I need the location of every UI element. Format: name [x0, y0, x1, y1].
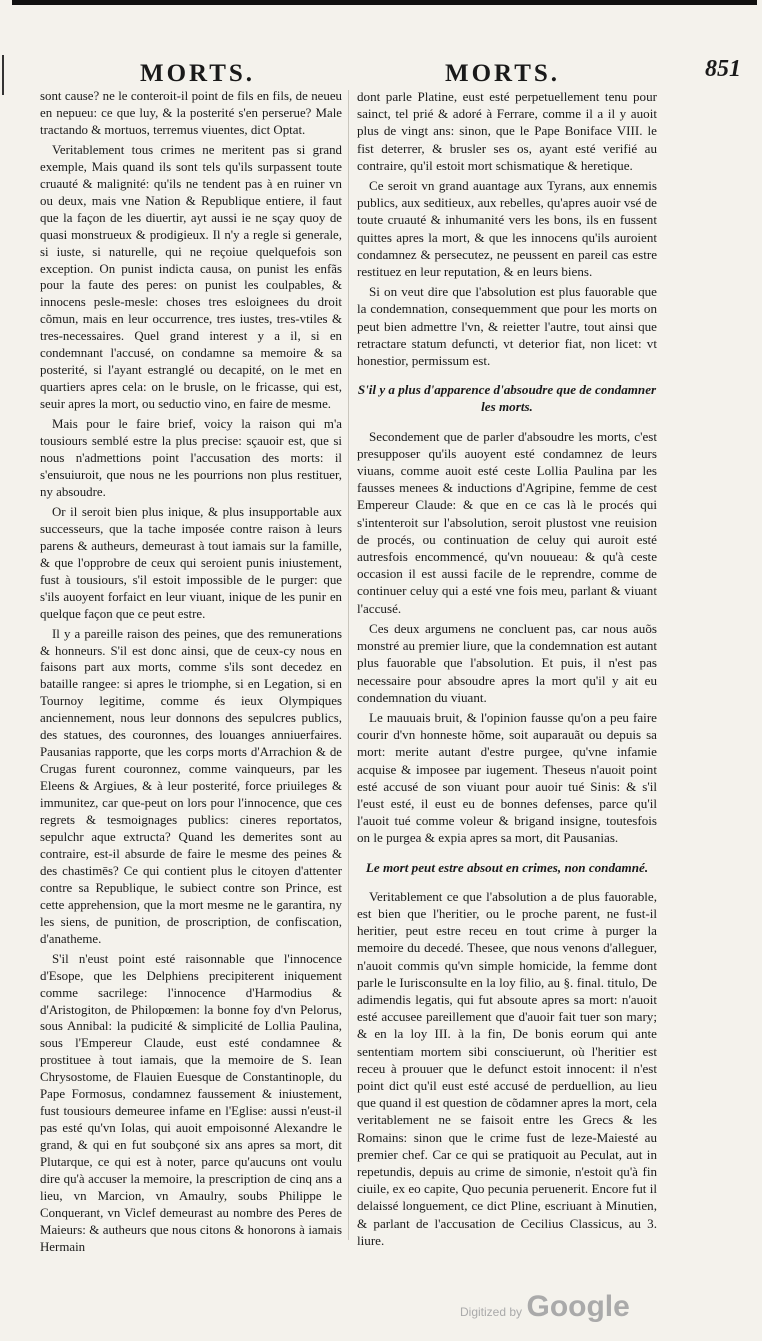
paragraph: dont parle Platine, eust esté perpetuellement tenu pour sainct, tel prié & adoré à Ferrare, comme il a il y auoit plus de vingt ans: sinon, que le Pape Boniface VIII. le fist deterrer, & brusler ses os, ayant esté verifié au contraire, qu'il estoit mort schismatique & heretique. — [357, 89, 657, 173]
paragraph: Si on veut dire que l'absolution est plus fauorable que la condemnation, consequemment que pour les morts on peut bien admettre l'vn, & reietter l'autre, tout ainsi que retractare statum defuncti, vt deterior fiat, non licet: vt honestior, permissum est. — [357, 284, 657, 369]
paragraph: Or il seroit bien plus inique, & plus insupportable aux successeurs, que la tache imposée contre raison à leurs parens & autheurs, demeurast à tout iamais sur la famille, & que l'opprobre de ceux qui seroient punis iniustement, fust à tousiours, s'il estoit impossible de le purger: que s'ils auoyent forfaict en leur viuant, inique de les punir en quelque façon que ce peut estre. — [40, 504, 342, 621]
paragraph: Ce seroit vn grand auantage aux Tyrans, aux ennemis publics, aux seditieux, aux rebelles, qu'apres auoir vsé de toute cruauté & inhumanité vers les bons, ils en fussent quittes apres la mort, & que les innocens qu'ils auroient condamnez & persecutez, ne peussent en pareil cas estre restituez en leur reputation, & en leurs biens. — [357, 178, 657, 280]
paragraph: sont cause? ne le conteroit-il point de fils en fils, de neueu en nepueu: ce que luy, & la posterité s'en perserue? Male tractando & mortuos, terremus viuentes, dict Optat. — [40, 89, 342, 137]
section-heading: Le mort peut estre absout en crimes, non condamné. — [365, 859, 649, 875]
digitized-watermark — [460, 1290, 630, 1324]
paragraph: Il y a pareille raison des peines, que des remunerations & honneurs. S'il est donc ainsi, que de ceux-cy nous en faisons part aux morts, comme s'ils sont decedez en bataille rangee: si apres le triomphe, si en Legation, si en Tournoy legitime, comme és ieux Olympiques anciennement, nous leur donnons des sepulcres publics, des statues, des couronnes, des louanges anniuerfaires. Pausanias rapporte, que les corps morts d'Arrachion & de Crugas furent couronnez, comme vainqueurs, par les Eleens & Argiues, & à leur posterité, force priuileges & immunitez, car que-peut on lors pour l'innocence, que ces regrets & tesmoignages publics: cineres reportatos, sepulchr aque extructa? Quand les demerites sont au contraire, est-il absurde de faire le mesme des peines & des chastimēs? Ce qui contient plus le citoyen d'attenter contre sa Republique, le subiect contre son Prince, est cette apprehension, que la mort mesme ne le garantira, ny les siens, de punition, de proscription, de confiscation, d'anatheme. — [40, 626, 342, 946]
page-number: 851 — [705, 56, 741, 82]
watermark-prefix: Digitized by — [460, 1305, 523, 1319]
right-column — [357, 88, 657, 1252]
running-head-left: MORTS. — [140, 60, 256, 87]
paragraph: Mais pour le faire brief, voicy la raison qui m'a tousiours semblé estre la plus precise: sçauoir est, que si nous n'admettions point l'accusation des morts: il s'ensuiuroit, que nous ne les pourrions non plus restituer, ny absoudre. — [40, 417, 342, 499]
section-heading: S'il y a plus d'apparence d'absoudre que de condamner les morts. — [357, 382, 657, 415]
running-head-right: MORTS. — [445, 60, 561, 87]
paragraph: Veritablement ce que l'absolution a de plus fauorable, est bien que l'heritier, ou le proche parent, ne fust-il heritier, peut estre receu en tout crime à purger la memoire du decedé. Thesee, que nous venons d'alleguer, n'auoit commis qu'vn simple homicide, la femme dont parle le Iurisconsulte en la loy filio, au §. final. titulo, De adimendis legatis, qui fut absoute apres sa mort: n'auoit esté accusee pareillement que d'auoir fait tuer son mary; & en la loy III. à la fin, De bonis eorum qui ante sententiam mortem sibi consciuerunt, où l'heritier est receu à prouuer que le defunct estoit innocent: il n'est point dict qu'il eust esté accusé de perduellion, au lieu que quand il est question de cõdamner apres la mort, cela veritablement ne se faisoit entre les Grecs & les Romains: sinon que le crime fust de leze-Maiesté au premier chef. Car ce qui se pratiquoit au Peculat, aut in repetundis, depuis au crime de simonie, n'estoit qu'à fin ciuile, ex eo capite, Quo pecunia peruenerit. Encore fut il delaissé longuement, ce dict Pline, escriuant à Minutien, & parlant de l'accusation de Cecilius Classicus, au 3. liure. — [357, 888, 657, 1248]
left-column — [40, 88, 342, 1259]
margin-mark — [2, 55, 4, 95]
google-logo: Google — [526, 1290, 630, 1323]
top-edge-bar — [12, 0, 757, 5]
paragraph: S'il n'eust point esté raisonnable que l'innocence d'Esope, que les Delphiens precipiterent iniquement comme sacrilege: l'innocence d'Harmodius & d'Aristogiton, de Philopœmen: la bonne foy d'vn Pelorus, sous Annibal: la pudicité & simplicité de Lollia Paulina, sous l'Empereur Claude, eust esté condamnee & prostituee à tout iamais, que la memoire de S. Iean Chrysostome, de Flauien Euesque de Constantinople, du Pape Formosus, condamnez faussement & iniustement, fust tousiours demeuree infame en l'Eglise: aussi n'eust-il pas esté qu'vn Iolas, qui auoit empoisonné Alexandre le grand, & qui en fut soubçoné six ans apres sa mort, dit Plutarque, ce qui est à noter, parce qu'aucuns ont voulu dire qu'à accuser la memoire, la prescription de cinq ans a lieu, vn Marcion, vn Amaulry, soubs Philippe le Conquerant, vn Viclef demeurast au nombre des Peres de Maieurs: & autheurs que nous citons & honorons à iamais Hermain — [40, 951, 342, 1254]
paragraph: Secondement que de parler d'absoudre les morts, c'est presupposer qu'ils auoyent esté condamnez de leurs viuans, comme auoit esté ceste Lollia Paulina par les fausses menees & inductions d'Agripine, femme de cest Empereur Claude: & que en ce cas là le procés qui s'intenteroit sur l'absolution, seroit plustost vne reuision de procés, ou continuation de celuy qui auroit esté autresfois encommencé, qu'vn nouueau: & qu'à ceste occasion il est aussi facile de le reprendre, comme de continuer celuy qui a esté vne fois meu, parlant & viuant l'accusé. — [357, 428, 657, 616]
paragraph: Le mauuais bruit, & l'opinion fausse qu'on a peu faire courir d'vn honneste hõme, soit auparauãt ou depuis sa mort: merite autant d'estre purgee, qu'vne infamie acquise & imposee par iugement. Theseus n'auoit point esté accusé de son viuant pour auoir tué Sinis: & s'il l'eust esté, il eust eu de bonnes defenses, parce qu'il l'auoit tué comme voleur & brigand insigne, toutesfois on le purgea & expia apres sa mort, dit Pausanias. — [357, 709, 657, 846]
paragraph: Ces deux argumens ne concluent pas, car nous auõs monstré au premier liure, que la condemnation est autant plus fauorable que l'absolution. Et puis, il n'est pas necessaire pour absoudre apres la mort qu'il y ait eu condemnation du viuant. — [357, 620, 657, 705]
column-gutter — [348, 90, 349, 1240]
paragraph: Veritablement tous crimes ne meritent pas si grand exemple, Mais quand ils sont tels qu'ils surpassent toute cruauté & malignité: qu'ils ne tendent pas à en ruiner vn ou deux, mais vne Nation & Republique entiere, il faut que la façon de les diuertir, ayt aussi ie ne sçay quoy de quasi monstrueux & prodigieux. Il n'y a regle si generale, si iuste, si naturelle, qui ne reçoiue quelquefois son exception. On punist indicta causa, on punist les enfãs pour la faute des peres: on punist les coulpables, & innocens pesle-mesle: choses tres esloignees du droit cõmun, mais en leur occurrence, tres iustes, tres-vtiles & tres-necessaires. Quel grand interest y a il, si en condemnant l'accusé, on condamne sa memoire & sa posterité, si l'ayant estranglé ou decapité, on le met en quartiers apres cela: on le brusle, on le fricasse, qui est, seuir apres la mort, ou seductio vino, en faire de mesme. — [40, 142, 342, 412]
